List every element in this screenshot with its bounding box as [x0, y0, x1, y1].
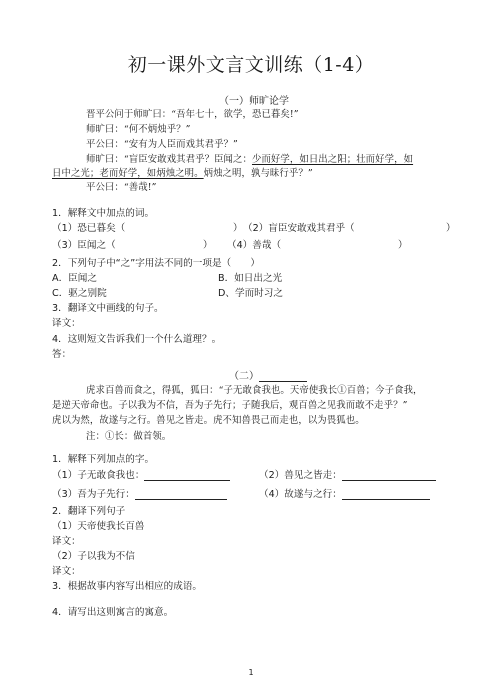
s1-paragraph-2: 师旷曰：“何不炳烛乎？”	[86, 124, 191, 135]
s1-q1-item-2: （2）盲臣安敢戏其君乎（	[243, 223, 355, 234]
s1-paragraph-5-plain: 炳烛之明，孰与昧行乎？”	[203, 168, 313, 179]
s2-paragraph-2: 是逆天帝命也。子以我为不信，吾为子先行；子随我后，观百兽之见我而敢不走乎？”	[52, 400, 408, 411]
s1-paragraph-1: 晋平公问于师旷曰：“吾年七十，欲学，恐已暮矣!”	[86, 109, 299, 120]
s2-q1-item-3-label: （3）吾为子先行：	[52, 489, 135, 500]
s1-q2-option-d: D、学而时习之	[218, 288, 283, 299]
s2-q1-item-4	[259, 486, 430, 500]
s1-q1-item-1: （1）恐已暮矣（	[52, 223, 126, 234]
s1-q1-item-3: （3）臣闻之（	[52, 240, 116, 251]
page-number: 1	[248, 668, 254, 677]
answer-blank[interactable]	[135, 489, 227, 500]
s2-q2-item-2: （2）子以我为不信	[52, 551, 135, 562]
s1-underlined-sentence-a: 少而好学，如日出之阳；壮而好学，如	[251, 154, 414, 165]
s1-q1-item-4-close: ）	[398, 240, 408, 251]
s1-q3-answer-label: 译文：	[52, 318, 81, 329]
s2-question-2: 2．翻译下列句子	[52, 506, 126, 517]
s1-q2-option-c: C．驱之别院	[52, 288, 107, 299]
s1-paragraph-4-plain: 师旷曰：“盲臣安敢戏其君乎？臣闻之：	[86, 154, 252, 165]
s1-underlined-sentence-b: 日中之光；老而好学，如炳烛之明。	[52, 168, 204, 179]
page-title: 初一课外文言文训练（1-4）	[127, 54, 375, 76]
s1-q1-item-1-close: ）	[233, 223, 243, 234]
answer-blank[interactable]	[342, 470, 436, 481]
s1-question-4: 4．这则短文告诉我们一个什么道理？。	[52, 334, 222, 345]
answer-blank[interactable]	[144, 470, 230, 481]
s1-q1-item-2-close: ）	[446, 223, 456, 234]
s1-paragraph-6: 平公曰：“善哉!”	[86, 182, 157, 193]
s1-paragraph-3: 平公曰：“安有为人臣而戏其君乎？”	[86, 139, 238, 150]
s2-q2-answer-label-1: 译文：	[52, 536, 81, 547]
s2-q1-item-4-label: （4）故遂与之行：	[259, 489, 342, 500]
s2-q1-item-2-label: （2）兽见之皆走：	[259, 470, 342, 481]
s2-note: 注：①长：做首领。	[86, 431, 172, 442]
s2-question-3: 3．根据故事内容写出相应的成语。	[52, 581, 203, 592]
s2-q2-item-1: （1）天帝使我长百兽	[52, 521, 145, 532]
section2-title-blank	[259, 371, 307, 382]
section1-heading: （一）师旷论学	[219, 96, 289, 107]
s1-question-2: 2．下列句子中“之”字用法不同的一项是（ ）	[52, 258, 260, 269]
s1-question-1: 1．解释文中加点的词。	[52, 208, 155, 219]
s1-q2-option-b: B．如日出之光	[218, 273, 283, 284]
s1-q1-item-4: （4）善哉（	[227, 240, 282, 251]
s1-q4-answer-label: 答：	[52, 349, 72, 360]
s2-q2-answer-label-2: 译文：	[52, 566, 81, 577]
s2-q1-item-1	[52, 467, 230, 481]
s1-question-3: 3．翻译文中画线的句子。	[52, 303, 164, 314]
s2-paragraph-1: 虎求百兽而食之，得狐，狐曰：“子无敢食我也。天帝使我长①百兽；今子食我，	[86, 385, 423, 396]
s2-q1-item-2	[259, 467, 436, 481]
s2-paragraph-3: 虎以为然，故遂与之行。兽见之皆走。虎不知兽畏己而走也，以为畏狐也。	[52, 415, 365, 426]
section2-heading	[229, 367, 307, 382]
s1-q1-item-3-close: ）	[203, 240, 213, 251]
s1-paragraph-4	[86, 151, 413, 165]
section2-heading-label: （二）	[229, 371, 259, 382]
s2-question-1: 1．解释下列加点的字。	[52, 454, 155, 465]
s1-paragraph-5	[52, 165, 313, 179]
s1-q2-option-a: A．臣闻之	[52, 273, 97, 284]
answer-blank[interactable]	[342, 489, 430, 500]
s2-question-4: 4．请写出这则寓言的寓意。	[52, 607, 174, 618]
s2-q1-item-1-label: （1）子无敢食我也：	[52, 470, 145, 481]
s2-q1-item-3	[52, 486, 227, 500]
